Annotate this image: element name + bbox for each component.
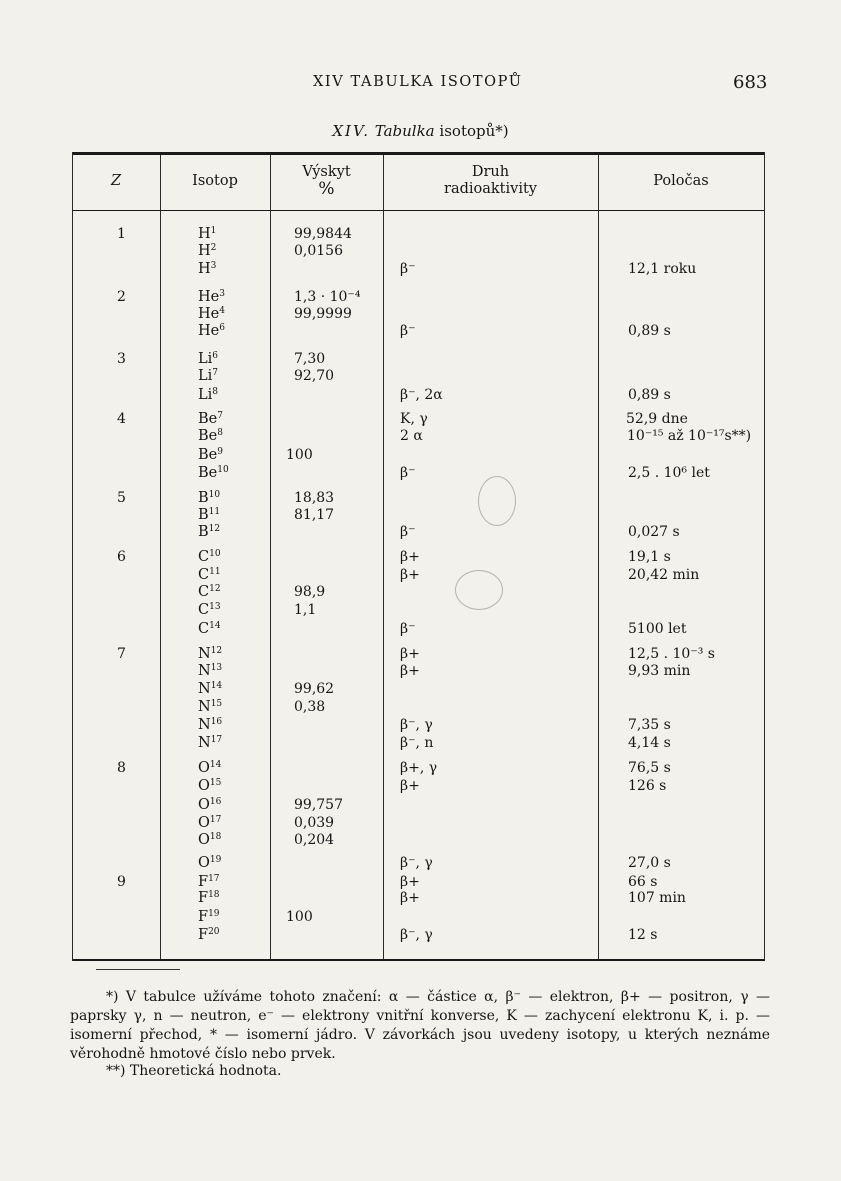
- half-life-value: 5100 let: [628, 621, 687, 637]
- isotope-symbol: $N^{17}$: [198, 735, 223, 751]
- isotope-symbol: $F^{20}$: [198, 927, 220, 943]
- half-life-value: 0,027 s: [628, 524, 680, 540]
- decay-mode: β+: [400, 567, 420, 583]
- decay-mode: β⁻: [400, 261, 416, 277]
- occurrence-value: 0,38: [294, 699, 326, 715]
- decay-mode: β⁻: [400, 524, 416, 540]
- atomic-number: 2: [117, 289, 126, 305]
- occurrence-value: 0,204: [294, 832, 335, 848]
- half-life-value: 12,1 roku: [628, 261, 697, 277]
- decay-mode: β+: [400, 890, 420, 906]
- occurrence-value: 81,17: [294, 507, 335, 523]
- isotope-symbol: $O^{15}$: [198, 778, 222, 794]
- isotope-symbol: $O^{17}$: [198, 815, 222, 831]
- occurrence-value: 100: [286, 447, 313, 463]
- decay-mode: β+: [400, 646, 420, 662]
- isotope-symbol: He$^6$: [198, 323, 225, 339]
- half-life-value: 20,42 min: [628, 567, 700, 583]
- atomic-number: 8: [117, 760, 126, 776]
- decay-mode: β+: [400, 549, 420, 565]
- atomic-number: 6: [117, 549, 126, 565]
- decay-mode: β⁻, n: [400, 735, 434, 751]
- decay-mode: β+: [400, 874, 420, 890]
- isotope-symbol: $B^{10}$: [198, 490, 221, 506]
- isotope-symbol: Be$^9$: [198, 447, 223, 463]
- isotope-symbol: Be$^7$: [198, 411, 223, 427]
- decay-mode: 2 α: [400, 428, 423, 444]
- half-life-value: 7,35 s: [628, 717, 671, 733]
- atomic-number: 4: [117, 411, 126, 427]
- half-life-value: 0,89 s: [628, 323, 671, 339]
- occurrence-value: 92,70: [294, 368, 335, 384]
- isotope-symbol: He$^4$: [198, 306, 225, 322]
- page-number: 683: [733, 72, 768, 93]
- half-life-value: 2,5 . 10⁶ let: [628, 465, 710, 481]
- isotope-symbol: $F^{19}$: [198, 909, 220, 925]
- isotope-symbol: He$^3$: [198, 289, 225, 305]
- decay-mode: β+, γ: [400, 760, 438, 776]
- half-life-value: 10⁻¹⁵ až 10⁻¹⁷s**): [627, 428, 752, 444]
- isotope-symbol: $N^{13}$: [198, 663, 223, 679]
- decay-mode: β⁻: [400, 621, 416, 637]
- isotope-symbol: $C^{14}$: [198, 621, 221, 637]
- isotope-symbol: Li$^8$: [198, 387, 219, 403]
- col-line: [160, 155, 161, 959]
- isotope-symbol: $B^{12}$: [198, 524, 221, 540]
- half-life-value: 76,5 s: [628, 760, 671, 776]
- isotope-symbol: Be$^8$: [198, 428, 223, 444]
- col-line: [764, 152, 765, 961]
- col-header-halflife: Poločas: [653, 173, 709, 189]
- col-line: [72, 152, 73, 961]
- caption-hand-mark: XIV.: [332, 122, 370, 140]
- caption-rest: isotopů*): [439, 122, 509, 140]
- caption-italic: Tabulka: [374, 122, 435, 140]
- isotope-symbol: $H^3$: [198, 261, 217, 277]
- occurrence-value: 1,3 · 10⁻⁴: [294, 289, 361, 305]
- col-header-occurrence: Výskyt %: [302, 164, 351, 199]
- isotope-symbol: Li$^6$: [198, 351, 219, 367]
- atomic-number: 7: [117, 646, 126, 662]
- isotope-symbol: $C^{12}$: [198, 584, 221, 600]
- half-life-value: 12 s: [628, 927, 658, 943]
- occurrence-value: 99,9999: [294, 306, 352, 322]
- occurrence-value: 99,62: [294, 681, 335, 697]
- isotope-symbol: Li$^7$: [198, 368, 219, 384]
- isotope-symbol: $N^{16}$: [198, 717, 223, 733]
- isotope-symbol: $N^{15}$: [198, 699, 223, 715]
- pencil-mark: [478, 476, 516, 526]
- isotope-symbol: $C^{13}$: [198, 602, 221, 618]
- half-life-value: 27,0 s: [628, 855, 671, 871]
- footnote-2: **) Theoretická hodnota.: [106, 1063, 282, 1079]
- occurrence-value: 1,1: [294, 602, 317, 618]
- decay-mode: β⁻, γ: [400, 717, 433, 733]
- col-line: [270, 155, 271, 959]
- occurrence-value: 100: [286, 909, 313, 925]
- isotope-symbol: $C^{11}$: [198, 567, 221, 583]
- decay-mode: β⁻, γ: [400, 855, 433, 871]
- pencil-mark: [455, 570, 503, 610]
- decay-mode: β⁻: [400, 323, 416, 339]
- isotope-symbol: $O^{14}$: [198, 760, 222, 776]
- footnote-1: *) V tabulce užíváme tohoto značení: α — částice α, β⁻ — elektron, β+ — positron, γ — paprsky γ, n — neutron, e⁻ — elektrony vnitřní konverse, K — zachycení elektronu K, i. p. — isomerní přechod, * — isomerní jádro. V závorkách jsou uvedeny isotopy, u kterých neznáme věrohodně hmotové číslo nebo prvek.: [70, 989, 770, 1062]
- isotope-symbol: $B^{11}$: [198, 507, 221, 523]
- isotope-symbol: $O^{19}$: [198, 855, 222, 871]
- isotope-symbol: $H^2$: [198, 243, 217, 259]
- decay-mode: β⁻: [400, 465, 416, 481]
- isotope-symbol: $F^{18}$: [198, 890, 220, 906]
- atomic-number: 9: [117, 874, 126, 890]
- col-header-decay: Druh radioaktivity: [444, 164, 537, 197]
- decay-mode: β⁻, γ: [400, 927, 433, 943]
- occurrence-value: 7,30: [294, 351, 326, 367]
- half-life-value: 9,93 min: [628, 663, 691, 679]
- half-life-value: 126 s: [628, 778, 667, 794]
- occurrence-value: 0,0156: [294, 243, 343, 259]
- isotope-symbol: $F^{17}$: [198, 874, 220, 890]
- footnote-separator: [96, 969, 180, 970]
- isotope-symbol: Be$^{10}$: [198, 465, 229, 481]
- decay-mode: β⁻, 2α: [400, 387, 443, 403]
- atomic-number: 5: [117, 490, 126, 506]
- half-life-value: 66 s: [628, 874, 658, 890]
- half-life-value: 0,89 s: [628, 387, 671, 403]
- decay-mode: β+: [400, 663, 420, 679]
- isotope-symbol: $O^{18}$: [198, 832, 222, 848]
- half-life-value: 4,14 s: [628, 735, 671, 751]
- col-header-isotope: Isotop: [192, 173, 238, 189]
- running-title: XIV TABULKA ISOTOPŮ: [313, 74, 523, 90]
- isotope-symbol: $N^{12}$: [198, 646, 223, 662]
- half-life-value: 107 min: [628, 890, 686, 906]
- atomic-number: 3: [117, 351, 126, 367]
- decay-mode: K, γ: [400, 411, 428, 427]
- col-header-z: Z: [110, 173, 122, 189]
- half-life-value: 52,9 dne: [626, 411, 688, 427]
- page-header: [0, 74, 841, 98]
- header-rule: [72, 210, 764, 211]
- isotope-symbol: $O^{16}$: [198, 797, 222, 813]
- table-top-rule: [72, 152, 764, 155]
- occurrence-value: 99,9844: [294, 226, 352, 242]
- decay-mode: β+: [400, 778, 420, 794]
- isotope-symbol: $C^{10}$: [198, 549, 221, 565]
- table-bottom-rule: [72, 959, 764, 961]
- occurrence-value: 0,039: [294, 815, 335, 831]
- col-line: [598, 155, 599, 959]
- occurrence-value: 98,9: [294, 584, 326, 600]
- half-life-value: 12,5 . 10⁻³ s: [628, 646, 715, 662]
- occurrence-value: 99,757: [294, 797, 343, 813]
- half-life-value: 19,1 s: [628, 549, 671, 565]
- isotope-symbol: $N^{14}$: [198, 681, 223, 697]
- col-line: [383, 155, 384, 959]
- isotope-symbol: $H^1$: [198, 226, 217, 242]
- atomic-number: 1: [117, 226, 126, 242]
- table-caption: [0, 122, 841, 140]
- occurrence-value: 18,83: [294, 490, 335, 506]
